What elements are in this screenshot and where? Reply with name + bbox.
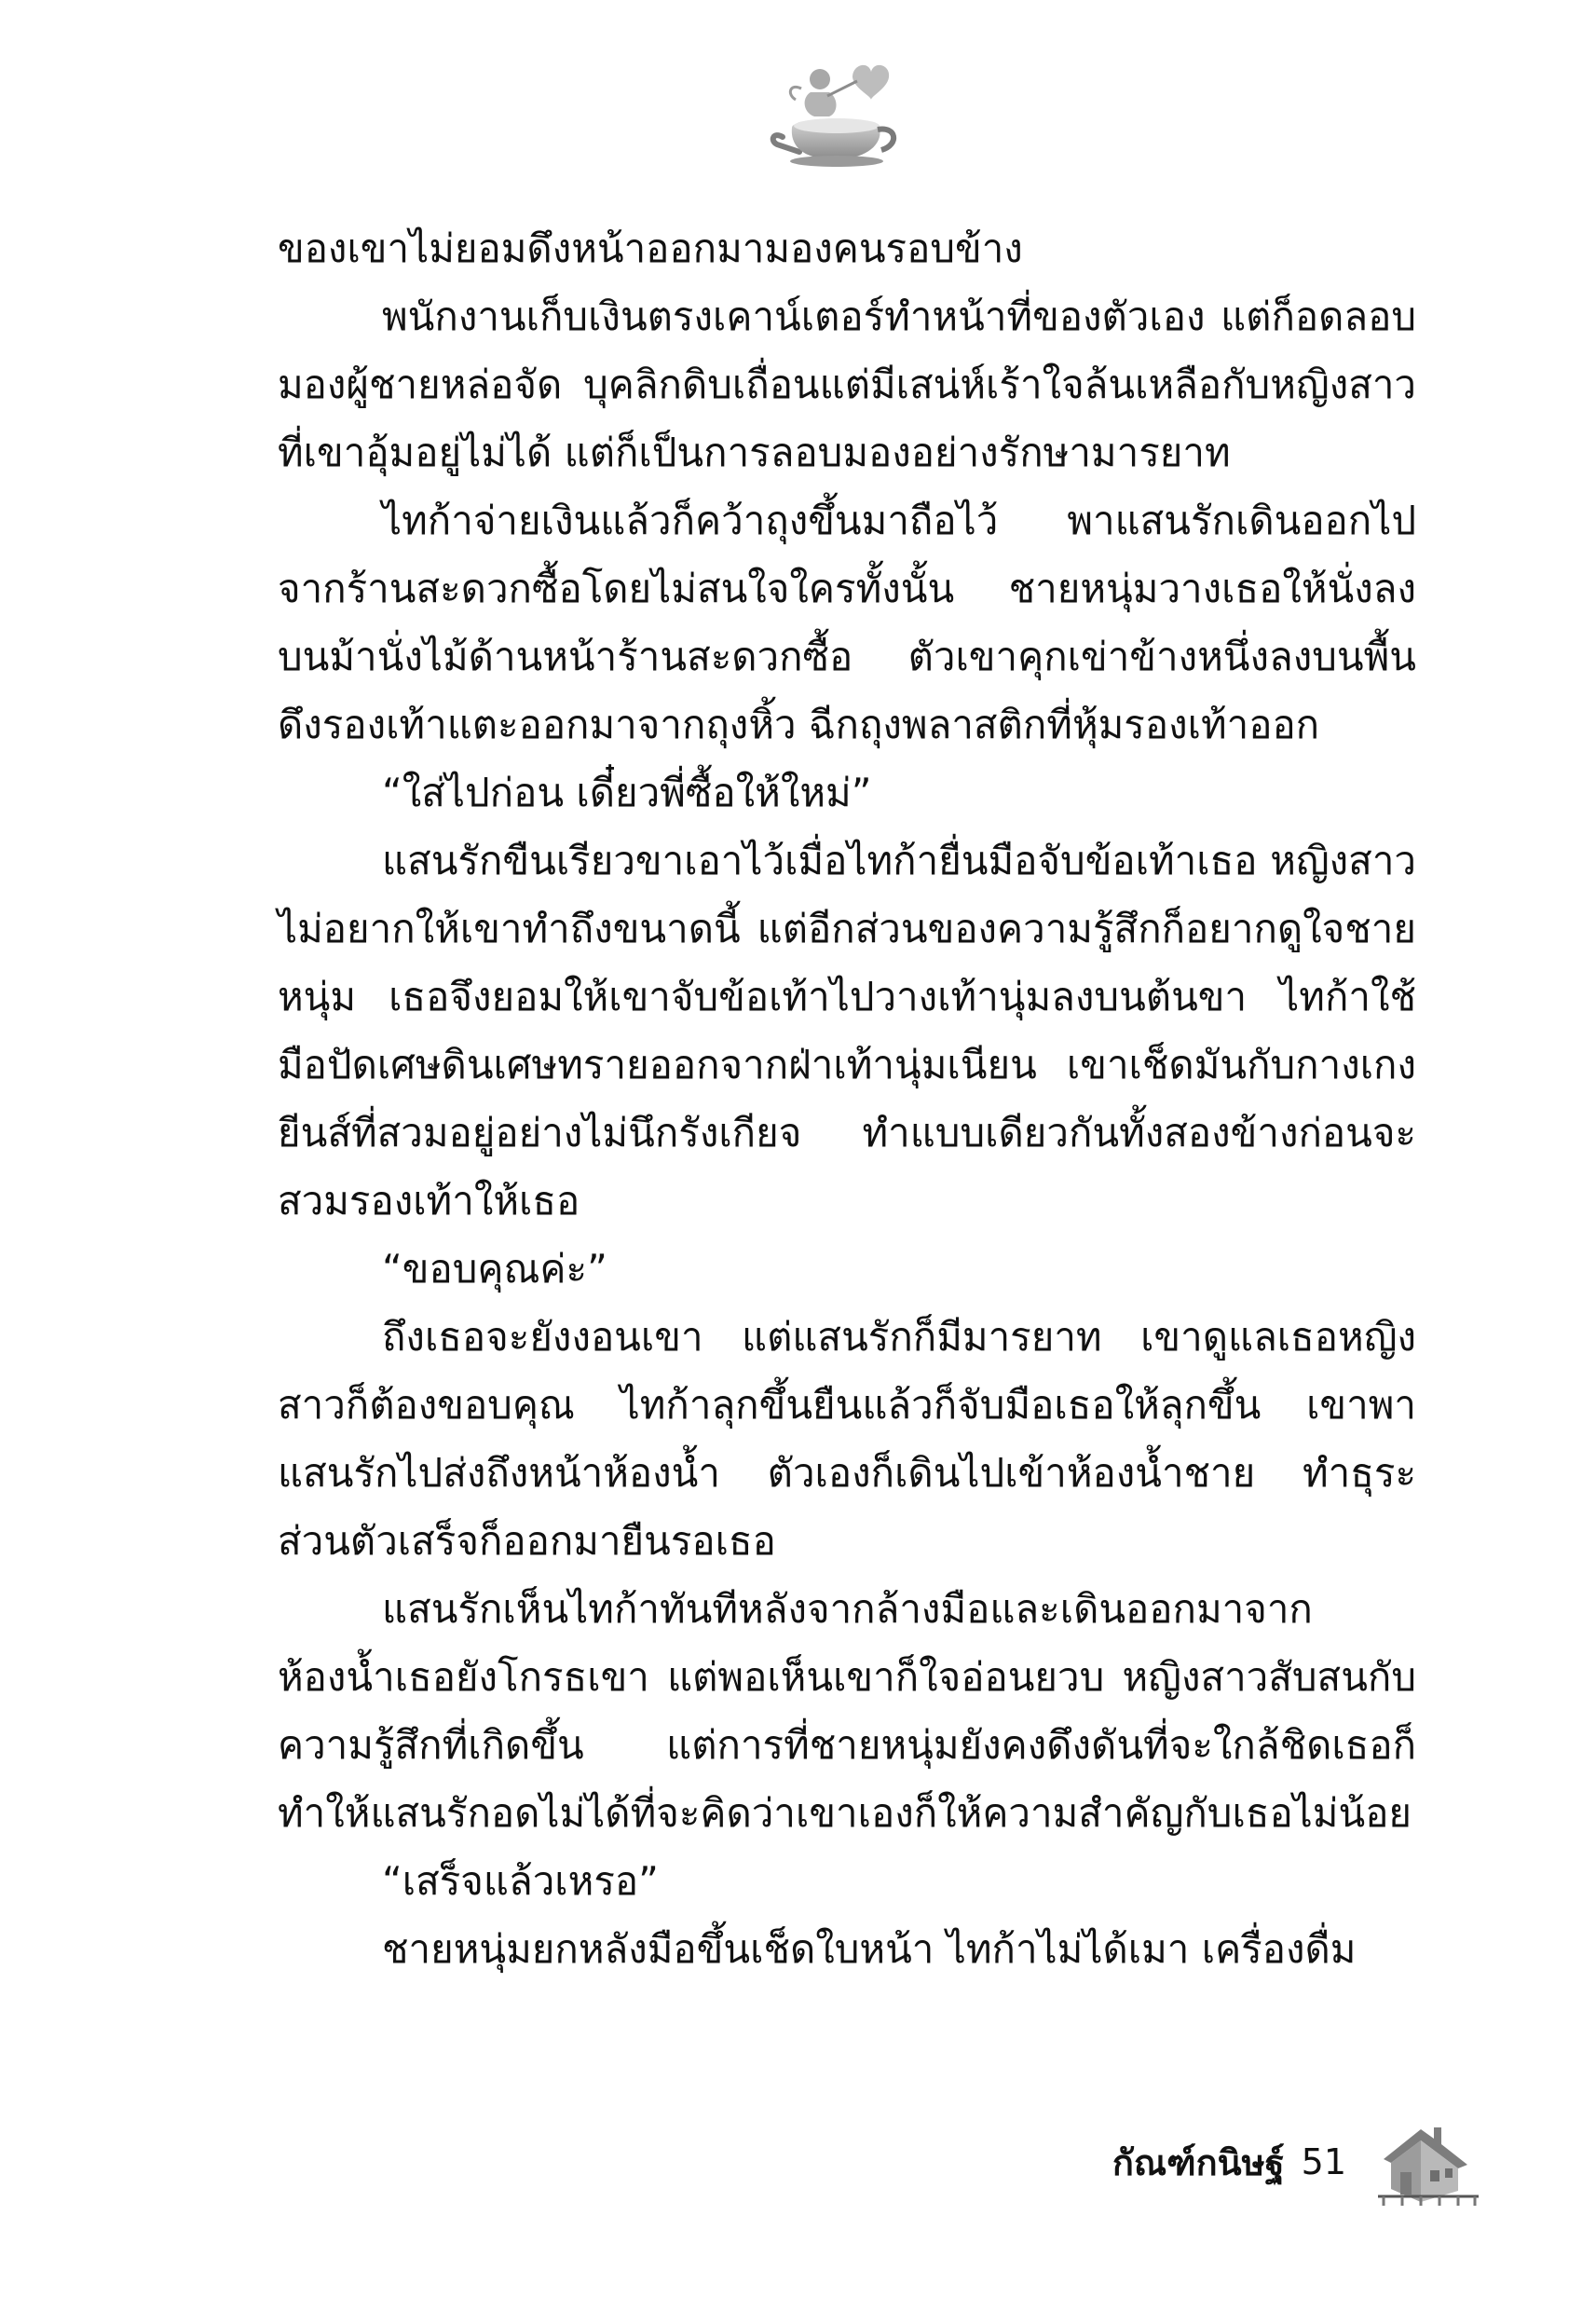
house-icon [1374,2116,1484,2208]
paragraph-1: ของเขาไม่ยอมดึงหน้าออกมามองคนรอบข้าง [278,226,1023,271]
paragraph-6: แสนรักเห็นไทก้าทันทีหลังจากล้างมือและเดินออกมาจากห้องน้ำเธอยังโกรธเขา แต่พอเห็นเขาก็ใจอ่อนยวบ หญิงสาวสับสนกับความรู้สึกที่เกิดขึ้น แต่การที่ชายหนุ่มยังคงดึงดันที่จะใกล้ชิดเธอก็ทำให้แสนรักอดไม่ได้ที่จะคิดว่าเขาเองก็ให้ความสำคัญกับเธอไม่น้อย [278,1586,1416,1836]
paragraph-4: แสนรักขืนเรียวขาเอาไว้เมื่อไทก้ายื่นมือจับข้อเท้าเธอ หญิงสาวไม่อยากให้เขาทำถึงขนาดนี้ แต่อีกส่วนของความรู้สึกก็อยากดูใจชายหนุ่ม เธอจึงยอมให้เขาจับข้อเท้าไปวางเท้านุ่มลงบนต้นขา ไทก้าใช้มือปัดเศษดินเศษทรายออกจากฝ่าเท้านุ่มเนียน เขาเช็ดมันกับกางเกงยีนส์ที่สวมอยู่อย่างไม่นึกรังเกียจ ทำแบบเดียวกันทั้งสองข้างก่อนจะสวมรองเท้าให้เธอ [278,838,1416,1224]
paragraph-7: ชายหนุ่มยกหลังมือขึ้นเช็ดใบหน้า ไทก้าไม่ได้เมา เครื่องดื่ม [382,1926,1357,1972]
teapot-ornament-icon [764,51,913,172]
body-text [278,214,1416,1983]
paragraph-2: พนักงานเก็บเงินตรงเคาน์เตอร์ทำหน้าที่ของตัวเอง แต่ก็อดลอบมองผู้ชายหล่อจัด บุคลิกดิบเถื่อนแต่มีเสน่ห์เร้าใจล้นเหลือกับหญิงสาวที่เขาอุ้มอยู่ไม่ได้ แต่ก็เป็นการลอบมองอย่างรักษามารยาท [278,294,1416,475]
page-footer [1112,2115,1484,2208]
book-title: กัณฑ์กนิษฐ์ [1112,2141,1285,2183]
page-number: 51 [1301,2141,1346,2182]
dialogue-1: “ใส่ไปก่อน เดี๋ยวพี่ซื้อให้ใหม่” [382,770,872,815]
dialogue-3: “เสร็จแล้วเหรอ” [382,1858,659,1904]
paragraph-3: ไทก้าจ่ายเงินแล้วก็คว้าถุงขึ้นมาถือไว้ พาแสนรักเดินออกไปจากร้านสะดวกซื้อโดยไม่สนใจใครทั้งนั้น ชายหนุ่มวางเธอให้นั่งลงบนม้านั่งไม้ด้านหน้าร้านสะดวกซื้อ ตัวเขาคุกเข่าข้างหนึ่งลงบนพื้น ดึงรองเท้าแตะออกมาจากถุงหิ้ว ฉีกถุงพลาสติกที่หุ้มรองเท้าออก [278,498,1416,747]
dialogue-2: “ขอบคุณค่ะ” [382,1246,607,1292]
paragraph-5: ถึงเธอจะยังงอนเขา แต่แสนรักก็มีมารยาท เขาดูแลเธอหญิงสาวก็ต้องขอบคุณ ไทก้าลุกขึ้นยืนแล้วก็จับมือเธอให้ลุกขึ้น เขาพาแสนรักไปส่งถึงหน้าห้องน้ำ ตัวเองก็เดินไปเข้าห้องน้ำชาย ทำธุระส่วนตัวเสร็จก็ออกมายืนรอเธอ [278,1314,1416,1564]
